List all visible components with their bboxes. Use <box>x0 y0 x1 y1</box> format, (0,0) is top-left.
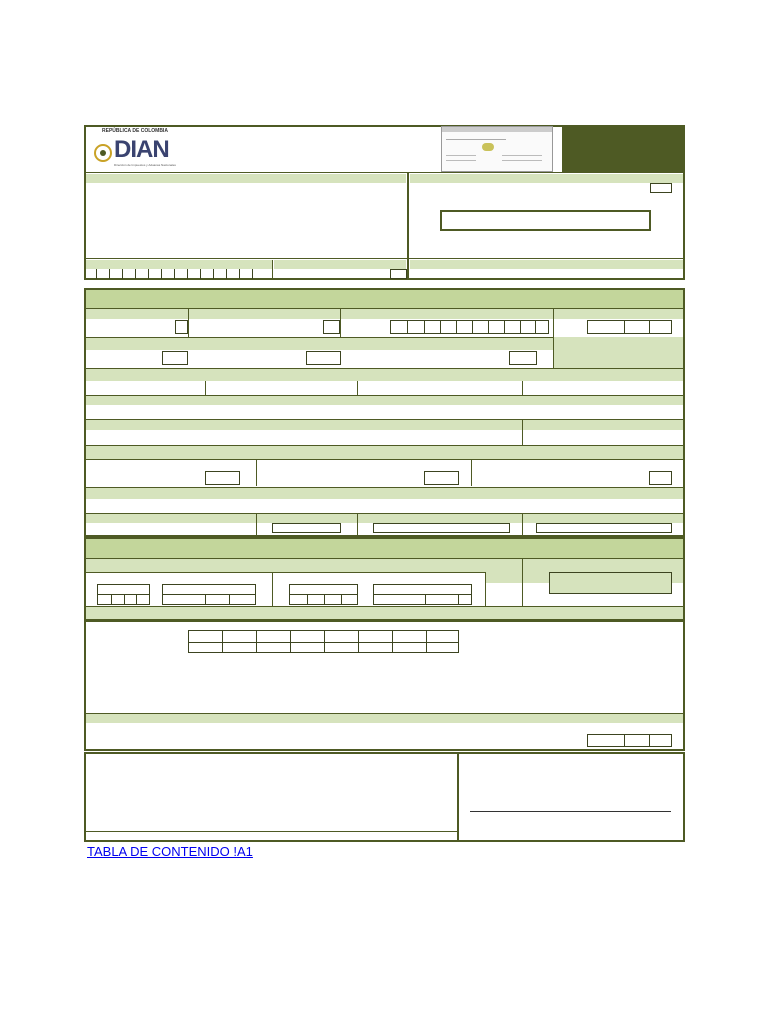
row6-box-a[interactable] <box>205 471 240 485</box>
sec2-group-b[interactable] <box>162 584 256 605</box>
row7-field-c[interactable] <box>536 523 672 533</box>
row2-box-c[interactable] <box>509 351 537 365</box>
row1-box-a[interactable] <box>175 320 188 334</box>
sec3-date-cells[interactable] <box>587 734 672 747</box>
dian-emblem-icon <box>94 138 112 168</box>
row1-digit-cells[interactable] <box>390 320 549 334</box>
form-number-box <box>562 126 684 173</box>
row2-box-b[interactable] <box>306 351 341 365</box>
sec3-grid[interactable] <box>188 630 459 653</box>
dian-logo <box>94 128 184 172</box>
row1-date-cells[interactable] <box>587 320 672 334</box>
signature-line <box>470 811 671 812</box>
sec2-header-box <box>549 572 672 594</box>
nit-digit-cells[interactable] <box>86 269 272 279</box>
signature-frame <box>84 752 685 842</box>
thumbnail-emblem-icon <box>482 143 494 151</box>
dian-wordmark: DIAN <box>114 136 169 163</box>
republic-label: REPÚBLICA DE COLOMBIA <box>102 128 168 134</box>
sec2-group-d[interactable] <box>373 584 472 605</box>
row7-field-a[interactable] <box>272 523 341 533</box>
sec2-group-a[interactable] <box>97 584 150 605</box>
sec2-group-c[interactable] <box>289 584 358 605</box>
row7-field-b[interactable] <box>373 523 510 533</box>
row6-box-b[interactable] <box>424 471 459 485</box>
dv-box[interactable] <box>390 269 407 279</box>
form-thumbnail <box>441 126 553 172</box>
small-code-box[interactable] <box>650 183 672 193</box>
number-field[interactable] <box>440 210 651 231</box>
dian-subtext: Dirección de Impuestos y Aduanas Nacionales <box>114 163 176 167</box>
row2-box-a[interactable] <box>162 351 188 365</box>
row6-box-c[interactable] <box>649 471 672 485</box>
toc-link[interactable]: TABLA DE CONTENIDO !A1 <box>87 844 253 859</box>
row1-box-b[interactable] <box>323 320 340 334</box>
